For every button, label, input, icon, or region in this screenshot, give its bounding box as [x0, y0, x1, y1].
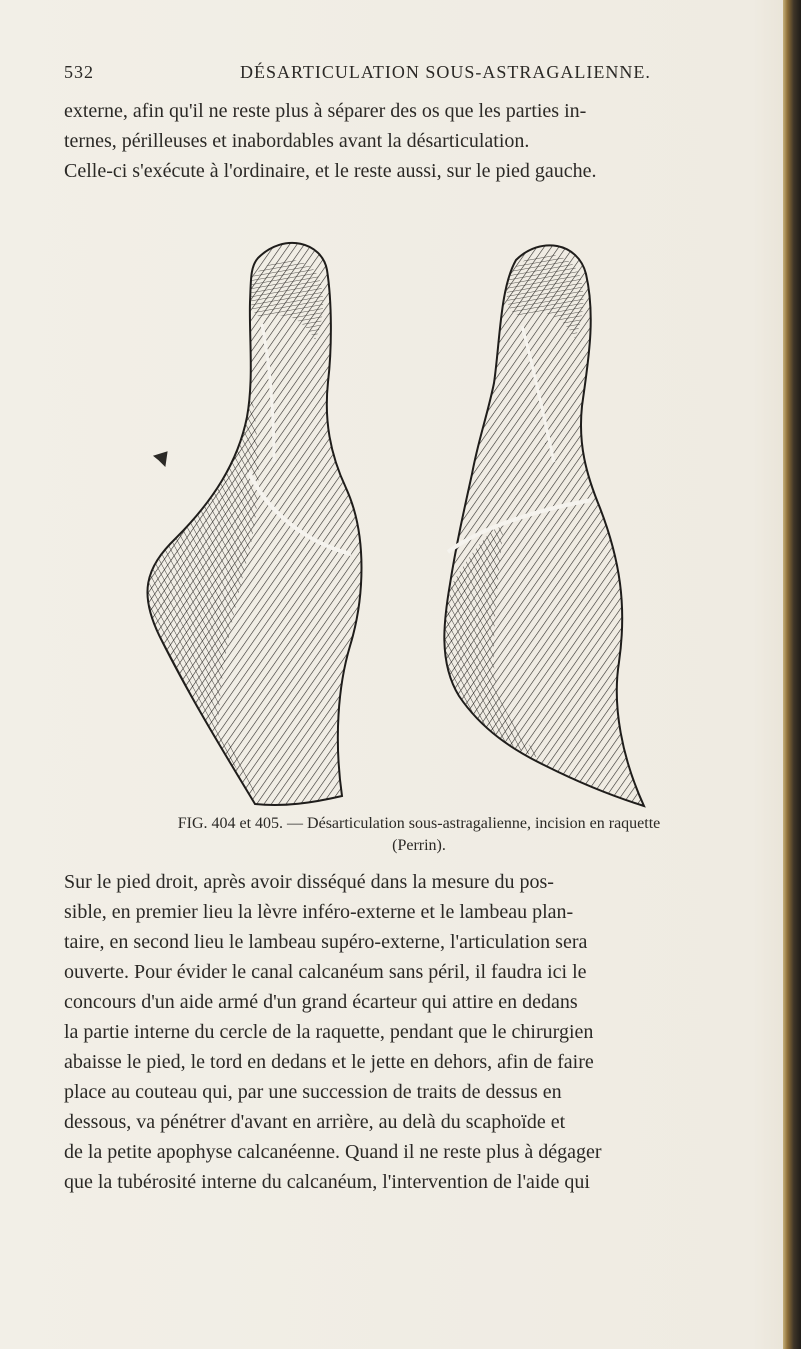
foot-illustrations [134, 236, 714, 811]
book-gutter [783, 0, 801, 1349]
body-paragraph-line: sible, en premier lieu la lèvre inféro-externe et le lambeau plan- [64, 901, 574, 923]
figure-caption [114, 813, 724, 857]
top-paragraph-line: ternes, périlleuses et inabordables avant la désarticulation. [64, 130, 530, 152]
body-paragraph-line: place au couteau qui, par une succession de traits de dessus en [64, 1081, 562, 1103]
figure-caption-line: FIG. 404 et 405. — Désarticulation sous-astragalienne, incision en raquette [177, 815, 661, 832]
body-paragraph-line: dessous, va pénétrer d'avant en arrière, au delà du scaphoïde et [64, 1111, 566, 1133]
top-paragraph-line: externe, afin qu'il ne reste plus à séparer des os que les parties in- [64, 100, 587, 122]
body-paragraph-line: taire, en second lieu le lambeau supéro-externe, l'articulation sera [64, 931, 588, 953]
body-paragraph-line: ouverte. Pour évider le canal calcanéum sans péril, il faudra ici le [64, 961, 587, 983]
body-paragraph-line: Sur le pied droit, après avoir disséqué dans la mesure du pos- [64, 871, 554, 893]
body-paragraph-line: concours d'un aide armé d'un grand écarteur qui attire en dedans [64, 991, 578, 1013]
top-paragraph-line: Celle-ci s'exécute à l'ordinaire, et le reste aussi, sur le pied gauche. [64, 160, 597, 182]
body-paragraph [64, 867, 754, 1197]
running-title: DÉSARTICULATION SOUS-ASTRAGALIENNE. [240, 62, 651, 82]
right-foot-figure [444, 245, 644, 806]
figure-caption-line: (Perrin). [392, 837, 446, 854]
page-header [64, 62, 754, 88]
body-paragraph-line: de la petite apophyse calcanéenne. Quand il ne reste plus à dégager [64, 1141, 602, 1163]
body-paragraph-line: la partie interne du cercle de la raquette, pendant que le chirurgien [64, 1021, 594, 1043]
left-scalpel-mark [154, 452, 167, 466]
body-paragraph-line: que la tubérosité interne du calcanéum, l'intervention de l'aide qui [64, 1171, 590, 1193]
body-paragraph-line: abaisse le pied, le tord en dedans et le jette en dehors, afin de faire [64, 1051, 594, 1073]
top-paragraph [64, 96, 754, 186]
left-foot-figure [147, 243, 361, 805]
page-number: 532 [64, 62, 94, 82]
right-foot-outline [444, 245, 644, 806]
